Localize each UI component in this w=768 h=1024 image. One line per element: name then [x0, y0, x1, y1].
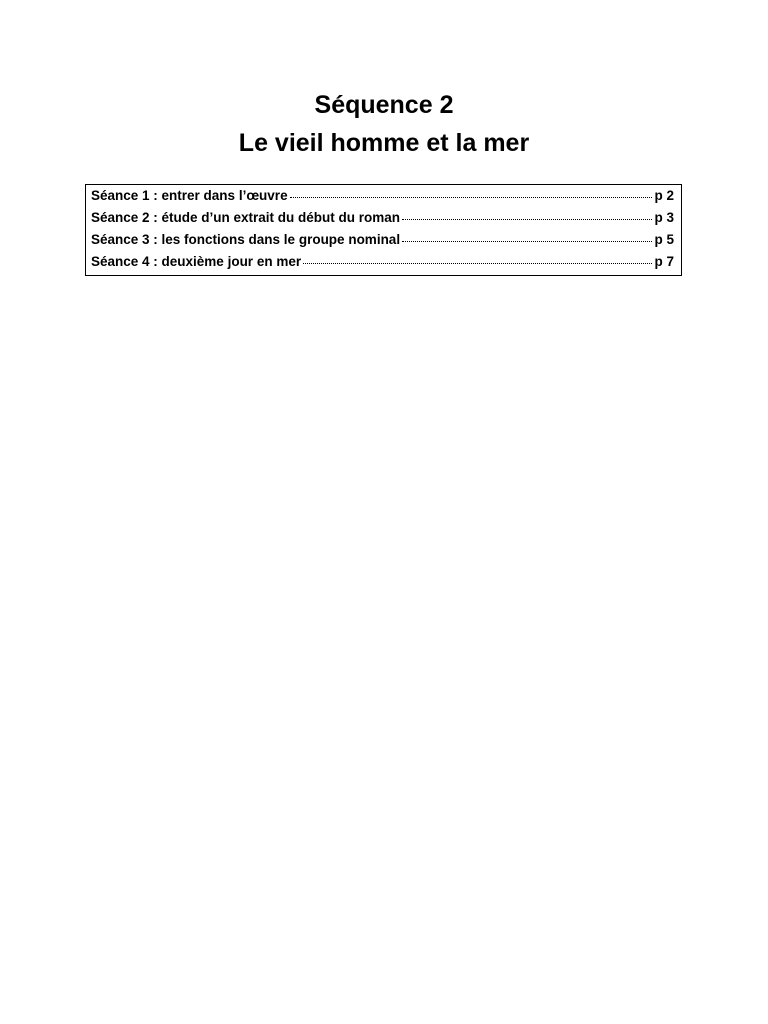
dot-leader — [402, 240, 652, 242]
toc-entry — [91, 254, 674, 276]
toc-entry — [91, 188, 674, 210]
toc-entry-page: p 5 — [654, 232, 674, 247]
toc-entry-label: Séance 3 : les fonctions dans le groupe nominal — [91, 232, 401, 247]
dot-leader — [290, 196, 653, 198]
toc-entry-label: Séance 1 : entrer dans l’œuvre — [91, 188, 288, 203]
toc-entry-page: p 3 — [654, 210, 674, 225]
dot-leader — [303, 262, 652, 264]
toc-entry-label: Séance 4 : deuxième jour en mer — [91, 254, 302, 269]
toc-entry-page: p 7 — [654, 254, 674, 269]
toc-entry — [91, 232, 674, 254]
toc-entry — [91, 210, 674, 232]
table-of-contents — [85, 184, 682, 276]
dot-leader — [402, 218, 652, 220]
toc-entry-label: Séance 2 : étude d’un extrait du début du roman — [91, 210, 401, 225]
document-title — [0, 86, 768, 162]
book-title: Le vieil homme et la mer — [238, 129, 530, 157]
sequence-heading: Séquence 2 — [314, 91, 454, 119]
toc-entry-page: p 2 — [654, 188, 674, 203]
